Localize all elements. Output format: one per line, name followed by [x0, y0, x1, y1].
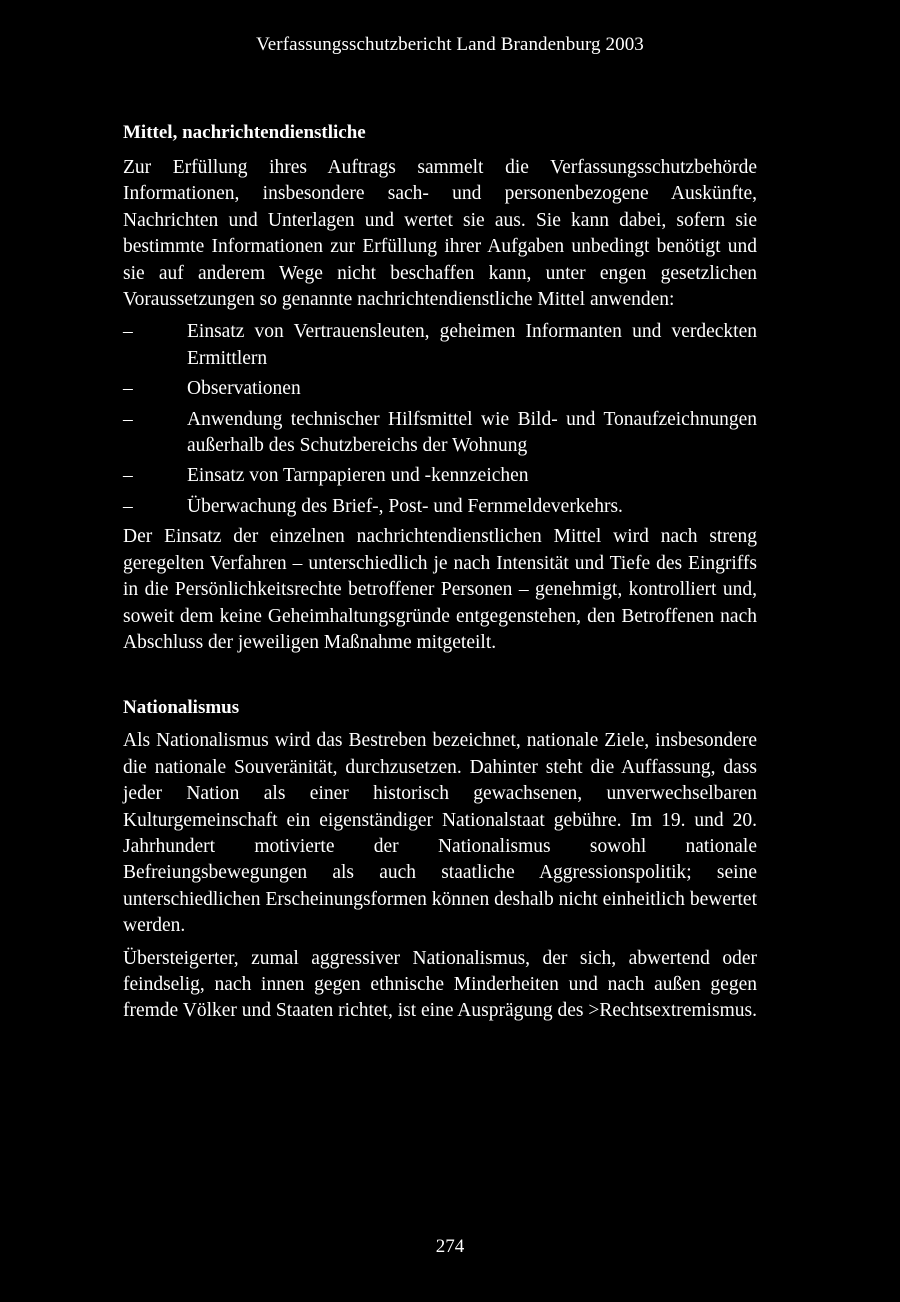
list-item: [123, 376, 757, 402]
page-number: 274: [435, 1236, 465, 1257]
list-item-text: Anwendung technischer Hilfsmittel wie Bild- und Tonaufzeichnungen außerhalb des Schutzbereichs der Wohnung: [187, 408, 757, 457]
dash-marker: –: [123, 408, 133, 430]
section-heading-nationalismus: Nationalismus: [123, 697, 240, 719]
page-content: [123, 119, 757, 1025]
means-list: [123, 319, 757, 520]
running-header: Verfassungsschutzbericht Land Brandenburg 2003: [256, 34, 644, 55]
list-item: [123, 494, 757, 520]
section-heading-mittel: Mittel, nachrichtendienstliche: [123, 122, 366, 143]
dash-marker: –: [123, 495, 133, 517]
list-item: [123, 319, 757, 372]
list-item-text: Observationen: [187, 378, 301, 400]
dash-marker: –: [123, 465, 133, 487]
paragraph-nationalismus-1: Als Nationalismus wird das Bestreben bezeichnet, nationale Ziele, insbesondere die nationale Souveränität, durchzusetzen. Dahinter steht die Auffassung, dass jeder Nation als einer historisch gewachsenen, unverwechselbaren Kulturgemeinschaft ein eigenständiger Nationalstaat gebühre. Im 19. und 20. Jahrhundert motivierte der Nationalismus sowohl nationale Befreiungsbewegungen als auch staatliche Aggressionspolitik; seine unterschiedlichen Erscheinungsformen können deshalb nicht einheitlich bewertet werden.: [123, 730, 757, 937]
paragraph-closing: Der Einsatz der einzelnen nachrichtendienstlichen Mittel wird nach streng geregelten Verfahren – unterschiedlich je nach Intensität und Tiefe des Eingriffs in die Persönlichkeitsrechte betroffener Personen – genehmigt, kontrolliert und, soweit dem keine Geheimhaltungsgründe entgegenstehen, den Betroffenen nach Abschluss der jeweiligen Maßnahme mitgeteilt.: [123, 526, 757, 653]
dash-marker: –: [123, 321, 133, 343]
list-item-text: Einsatz von Vertrauensleuten, geheimen Informanten und verdeckten Ermittlern: [187, 321, 757, 369]
list-item: [123, 463, 757, 489]
dash-marker: –: [123, 378, 133, 400]
list-item-text: Einsatz von Tarnpapieren und -kennzeichen: [187, 465, 529, 487]
paragraph-intro: Zur Erfüllung ihres Auftrags sammelt die Verfassungsschutzbehörde Informationen, insbesondere sach- und personenbezogene Auskünfte, Nachrichten und Unterlagen und wertet sie aus. Sie kann dabei, sofern sie bestimmte Informationen zur Erfüllung ihrer Aufgaben unbedingt benötigt und sie auf anderem Wege nicht beschaffen kann, unter engen gesetzlichen Voraussetzungen so genannte nachrichtendienstliche Mittel anwenden:: [123, 157, 757, 311]
list-item: [123, 407, 757, 460]
paragraph-nationalismus-2: Übersteigerter, zumal aggressiver Nationalismus, der sich, abwertend oder feindselig, nach innen gegen ethnische Minderheiten und nach außen gegen fremde Völker und Staaten richtet, ist eine Ausprägung des >Rechtsextremismus.: [123, 947, 757, 1022]
list-item-text: Überwachung des Brief-, Post- und Fernmeldeverkehrs.: [187, 495, 623, 517]
